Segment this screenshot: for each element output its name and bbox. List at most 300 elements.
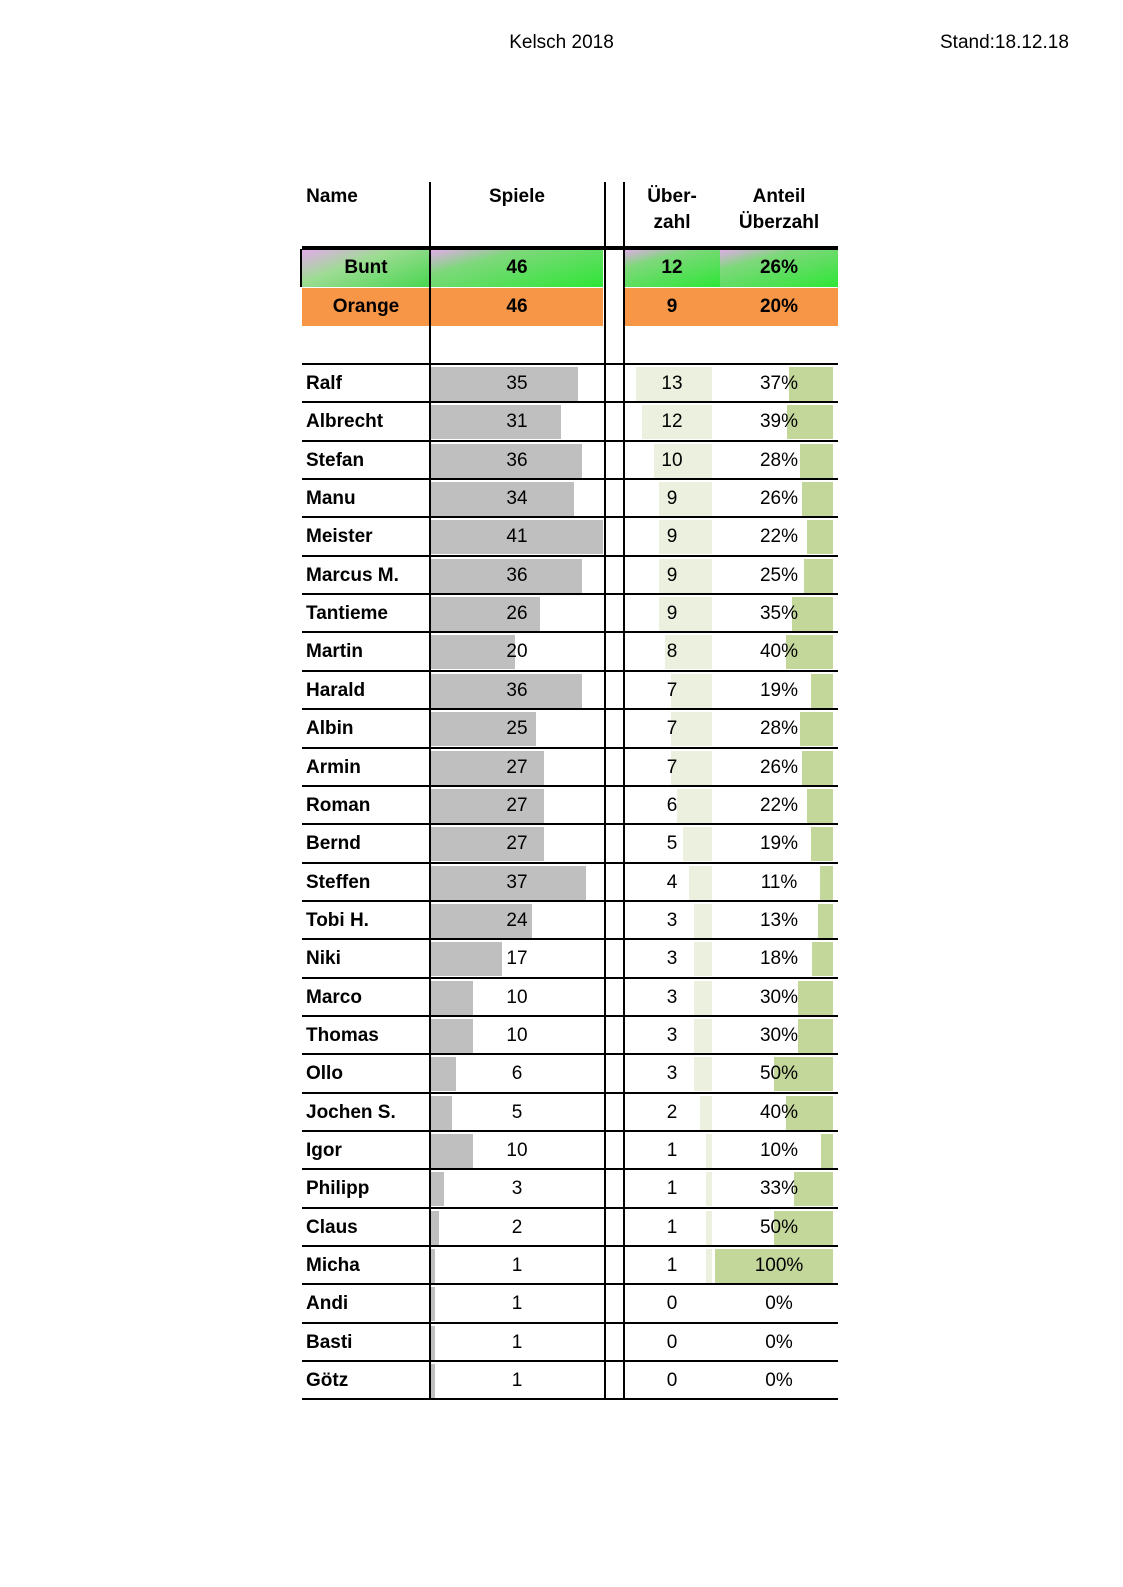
player-name-label: Basti <box>306 1331 353 1353</box>
player-spiele-value: 1 <box>511 1255 523 1277</box>
player-anteil <box>720 710 838 748</box>
team-row-bunt <box>302 249 838 287</box>
player-spiele-value: 36 <box>506 449 528 471</box>
player-anteil <box>720 1055 838 1093</box>
player-ueberzahl <box>624 749 720 787</box>
player-anteil-value: 0% <box>765 1331 793 1353</box>
player-name-label: Stefan <box>306 449 365 471</box>
player-spiele <box>431 365 603 403</box>
player-anteil <box>720 557 838 595</box>
player-name <box>302 902 434 940</box>
player-spiele <box>431 518 603 556</box>
team-ueberzahl <box>624 249 720 287</box>
player-spiele-value: 10 <box>506 986 528 1008</box>
table-row <box>302 1285 838 1323</box>
row-divider <box>302 1207 838 1209</box>
table-row <box>302 672 838 710</box>
column-header-ueberzahl-line2: zahl <box>653 212 691 233</box>
player-anteil <box>720 1132 838 1170</box>
row-divider <box>302 708 838 710</box>
player-spiele-value: 41 <box>506 526 528 548</box>
player-ueberzahl-value: 1 <box>666 1255 678 1277</box>
player-ueberzahl <box>624 825 720 863</box>
table-row <box>302 1055 838 1093</box>
player-anteil-value: 0% <box>765 1370 793 1392</box>
player-name <box>302 940 434 978</box>
row-divider <box>302 440 838 442</box>
player-name <box>302 979 434 1017</box>
player-ueberzahl <box>624 710 720 748</box>
player-spiele <box>431 403 603 441</box>
player-ueberzahl <box>624 787 720 825</box>
player-spiele <box>431 710 603 748</box>
player-spiele <box>431 1209 603 1247</box>
player-ueberzahl <box>624 979 720 1017</box>
row-divider <box>302 516 838 518</box>
player-name-label: Bernd <box>306 833 361 855</box>
player-ueberzahl-value: 8 <box>666 641 678 663</box>
player-spiele-value: 36 <box>506 564 528 586</box>
player-anteil <box>720 1362 838 1400</box>
column-header-anteil-line2: Überzahl <box>738 212 820 233</box>
row-divider <box>302 900 838 902</box>
player-ueberzahl <box>624 557 720 595</box>
player-spiele <box>431 1285 603 1323</box>
player-anteil <box>720 979 838 1017</box>
page-title: Kelsch 2018 <box>509 32 614 53</box>
player-spiele-value: 27 <box>506 794 528 816</box>
player-ueberzahl <box>624 1285 720 1323</box>
player-spiele <box>431 1247 603 1285</box>
row-divider <box>302 1283 838 1285</box>
player-anteil-value: 50% <box>759 1216 799 1238</box>
player-spiele-value: 35 <box>506 373 528 394</box>
row-divider <box>302 977 838 979</box>
table-row <box>302 1094 838 1132</box>
player-anteil <box>720 1170 838 1208</box>
team-ueberzahl <box>624 288 720 326</box>
team-name <box>302 288 430 326</box>
table-row <box>302 595 838 633</box>
player-spiele-value: 10 <box>506 1024 528 1046</box>
row-divider <box>302 246 838 250</box>
table-row <box>302 979 838 1017</box>
player-name-label: Martin <box>306 641 363 663</box>
table-row <box>302 1132 838 1170</box>
player-anteil <box>720 442 838 480</box>
player-ueberzahl <box>624 1094 720 1132</box>
player-spiele <box>431 825 603 863</box>
table-row <box>302 518 838 556</box>
player-name-label: Roman <box>306 794 371 816</box>
player-ueberzahl <box>624 1247 720 1285</box>
row-divider <box>302 862 838 864</box>
player-anteil <box>720 902 838 940</box>
player-ueberzahl-value: 3 <box>666 909 678 931</box>
row-divider <box>302 555 838 557</box>
table-row <box>302 557 838 595</box>
player-ueberzahl-value: 4 <box>666 871 678 893</box>
player-name <box>302 595 434 633</box>
row-divider <box>302 1398 838 1400</box>
player-name-label: Harald <box>306 679 366 701</box>
row-divider <box>302 1168 838 1170</box>
player-spiele-value: 34 <box>506 488 528 510</box>
player-anteil <box>720 1285 838 1323</box>
row-divider <box>302 478 838 480</box>
table-row <box>302 1247 838 1285</box>
team-row-orange <box>302 288 838 326</box>
player-anteil-value: 26% <box>759 756 799 778</box>
team-anteil-value: 26% <box>759 257 799 278</box>
player-spiele-value: 2 <box>511 1216 523 1238</box>
player-spiele <box>431 902 603 940</box>
player-ueberzahl <box>624 1324 720 1362</box>
table-row <box>302 940 838 978</box>
row-divider <box>302 1322 838 1324</box>
player-spiele-value: 17 <box>506 948 528 970</box>
team-spiele-value: 46 <box>506 257 528 278</box>
player-ueberzahl-value: 3 <box>666 986 678 1008</box>
player-name <box>302 672 434 710</box>
player-name-label: Marcus M. <box>306 564 399 586</box>
player-spiele-value: 6 <box>511 1063 523 1085</box>
row-divider <box>302 823 838 825</box>
player-name-label: Igor <box>306 1140 342 1161</box>
player-spiele <box>431 595 603 633</box>
player-name <box>302 557 434 595</box>
player-ueberzahl-value: 1 <box>666 1140 678 1161</box>
player-anteil <box>720 825 838 863</box>
player-spiele-value: 5 <box>511 1101 523 1123</box>
player-anteil-value: 35% <box>759 603 799 625</box>
player-name-label: Albrecht <box>306 411 384 433</box>
column-header-anteil-line1: Anteil <box>752 186 806 207</box>
row-divider <box>302 670 838 672</box>
row-divider <box>302 938 838 940</box>
player-spiele <box>431 1132 603 1170</box>
player-spiele-value: 20 <box>506 641 528 663</box>
player-anteil <box>720 403 838 441</box>
player-anteil <box>720 787 838 825</box>
player-spiele-value: 3 <box>511 1178 523 1200</box>
team-spiele <box>431 249 603 287</box>
player-name-label: Tantieme <box>306 603 389 625</box>
player-anteil <box>720 1209 838 1247</box>
player-ueberzahl-value: 0 <box>666 1370 678 1392</box>
player-name-label: Ollo <box>306 1063 343 1085</box>
team-name-label: Bunt <box>344 257 388 278</box>
player-name <box>302 1055 434 1093</box>
player-name <box>302 1362 434 1400</box>
player-spiele-value: 31 <box>506 411 528 433</box>
player-spiele-value: 1 <box>511 1370 523 1392</box>
player-name <box>302 710 434 748</box>
player-ueberzahl <box>624 595 720 633</box>
player-name-label: Claus <box>306 1216 358 1238</box>
player-spiele <box>431 672 603 710</box>
player-anteil-value: 30% <box>759 986 799 1008</box>
player-name-label: Micha <box>306 1255 360 1277</box>
player-name-label: Steffen <box>306 871 371 893</box>
player-ueberzahl-value: 9 <box>666 603 678 625</box>
player-name-label: Andi <box>306 1293 349 1315</box>
player-name <box>302 1209 434 1247</box>
player-anteil <box>720 365 838 403</box>
player-ueberzahl-value: 6 <box>666 794 678 816</box>
team-ueberzahl-value: 9 <box>666 296 678 317</box>
player-anteil-value: 26% <box>759 488 799 510</box>
player-anteil <box>720 1094 838 1132</box>
player-ueberzahl <box>624 864 720 902</box>
player-spiele <box>431 480 603 518</box>
player-ueberzahl-value: 3 <box>666 1063 678 1085</box>
player-anteil-value: 50% <box>759 1063 799 1085</box>
player-spiele <box>431 864 603 902</box>
player-ueberzahl <box>624 633 720 671</box>
row-divider <box>302 1360 838 1362</box>
table-row <box>302 633 838 671</box>
player-anteil-value: 30% <box>759 1024 799 1046</box>
player-anteil-value: 13% <box>759 909 799 931</box>
table-row <box>302 864 838 902</box>
player-name-label: Albin <box>306 718 354 740</box>
player-anteil <box>720 1017 838 1055</box>
table-row <box>302 1017 838 1055</box>
player-ueberzahl <box>624 442 720 480</box>
player-anteil-value: 100% <box>754 1255 804 1277</box>
column-header-name: Name <box>306 186 358 207</box>
player-anteil-value: 28% <box>759 718 799 740</box>
player-ueberzahl <box>624 480 720 518</box>
player-ueberzahl-value: 12 <box>661 411 683 433</box>
team-anteil <box>720 249 838 287</box>
row-divider <box>302 1015 838 1017</box>
player-spiele <box>431 1362 603 1400</box>
player-anteil-value: 19% <box>759 833 799 855</box>
player-spiele-value: 36 <box>506 679 528 701</box>
table-row <box>302 1362 838 1400</box>
table-row <box>302 1209 838 1247</box>
player-anteil-value: 11% <box>760 871 798 893</box>
player-spiele <box>431 442 603 480</box>
player-ueberzahl-value: 0 <box>666 1331 678 1353</box>
player-anteil <box>720 518 838 556</box>
player-anteil <box>720 480 838 518</box>
player-ueberzahl <box>624 365 720 403</box>
player-name <box>302 1132 434 1170</box>
player-ueberzahl-value: 7 <box>666 679 678 701</box>
player-ueberzahl-value: 5 <box>666 833 678 855</box>
table-row <box>302 749 838 787</box>
table-row <box>302 365 838 403</box>
player-anteil-value: 19% <box>759 679 799 701</box>
team-ueberzahl-value: 12 <box>661 257 683 278</box>
player-ueberzahl <box>624 902 720 940</box>
player-name-label: Philipp <box>306 1178 370 1200</box>
player-anteil <box>720 672 838 710</box>
player-anteil-value: 18% <box>759 948 799 970</box>
table-row <box>302 1170 838 1208</box>
player-ueberzahl-value: 10 <box>661 449 683 471</box>
player-spiele-value: 27 <box>506 833 528 855</box>
player-ueberzahl-value: 2 <box>666 1101 678 1123</box>
player-ueberzahl-value: 0 <box>666 1293 678 1315</box>
player-name <box>302 1285 434 1323</box>
row-divider <box>302 631 838 633</box>
column-header-ueberzahl-line1: Über- <box>647 186 697 207</box>
player-spiele-value: 27 <box>506 756 528 778</box>
player-anteil <box>720 940 838 978</box>
player-spiele <box>431 1094 603 1132</box>
player-name-label: Manu <box>306 488 356 510</box>
player-ueberzahl <box>624 1017 720 1055</box>
player-spiele <box>431 749 603 787</box>
player-spiele-value: 1 <box>511 1293 523 1315</box>
player-name <box>302 442 434 480</box>
player-ueberzahl-value: 1 <box>666 1216 678 1238</box>
player-name-label: Niki <box>306 948 341 970</box>
player-name <box>302 1017 434 1055</box>
player-ueberzahl-value: 3 <box>666 1024 678 1046</box>
player-ueberzahl <box>624 518 720 556</box>
player-name <box>302 825 434 863</box>
row-divider <box>302 1245 838 1247</box>
player-ueberzahl-value: 9 <box>666 564 678 586</box>
table-row <box>302 710 838 748</box>
table-row <box>302 825 838 863</box>
row-divider <box>302 593 838 595</box>
column-header-anteil <box>720 184 838 236</box>
player-name <box>302 1247 434 1285</box>
row-divider <box>302 363 838 365</box>
table-row <box>302 787 838 825</box>
player-anteil-value: 10% <box>759 1140 799 1161</box>
player-anteil <box>720 749 838 787</box>
player-spiele <box>431 1170 603 1208</box>
player-ueberzahl <box>624 403 720 441</box>
player-spiele-value: 1 <box>511 1331 523 1353</box>
player-spiele <box>431 1055 603 1093</box>
player-ueberzahl-value: 9 <box>666 526 678 548</box>
player-anteil-value: 28% <box>759 449 799 471</box>
player-ueberzahl-value: 7 <box>666 756 678 778</box>
player-spiele-value: 25 <box>506 718 528 740</box>
player-anteil-value: 0% <box>765 1293 793 1315</box>
player-name-label: Marco <box>306 986 362 1008</box>
player-ueberzahl-value: 7 <box>666 718 678 740</box>
row-divider <box>302 1053 838 1055</box>
table-row <box>302 902 838 940</box>
player-name <box>302 864 434 902</box>
table-row <box>302 1324 838 1362</box>
player-name-label: Götz <box>306 1370 349 1392</box>
player-anteil <box>720 1247 838 1285</box>
player-ueberzahl <box>624 1209 720 1247</box>
player-ueberzahl-value: 13 <box>661 373 683 394</box>
table-row <box>302 403 838 441</box>
player-name-label: Armin <box>306 756 361 778</box>
player-name <box>302 787 434 825</box>
player-name <box>302 1324 434 1362</box>
player-ueberzahl <box>624 940 720 978</box>
player-anteil <box>720 633 838 671</box>
player-name-label: Thomas <box>306 1024 379 1046</box>
row-divider <box>302 1092 838 1094</box>
player-anteil-value: 33% <box>759 1178 799 1200</box>
player-spiele <box>431 633 603 671</box>
row-divider <box>302 747 838 749</box>
player-name <box>302 403 434 441</box>
team-spiele-value: 46 <box>506 296 528 317</box>
player-name <box>302 518 434 556</box>
player-name <box>302 480 434 518</box>
player-name <box>302 1170 434 1208</box>
player-ueberzahl <box>624 1170 720 1208</box>
player-ueberzahl <box>624 672 720 710</box>
player-spiele <box>431 1017 603 1055</box>
player-name <box>302 1094 434 1132</box>
player-spiele-value: 37 <box>506 871 528 893</box>
team-spiele <box>431 288 603 326</box>
player-ueberzahl <box>624 1132 720 1170</box>
column-divider <box>300 249 302 287</box>
player-spiele-value: 24 <box>506 909 528 931</box>
player-ueberzahl-value: 3 <box>666 948 678 970</box>
row-divider <box>302 1130 838 1132</box>
player-name <box>302 749 434 787</box>
team-anteil <box>720 288 838 326</box>
player-name <box>302 365 434 403</box>
player-anteil-value: 40% <box>759 1101 799 1123</box>
status-date: Stand:18.12.18 <box>940 32 1069 53</box>
player-anteil-value: 22% <box>759 526 799 548</box>
player-ueberzahl-value: 9 <box>666 488 678 510</box>
player-anteil-value: 25% <box>759 564 799 586</box>
player-spiele <box>431 940 603 978</box>
player-name-label: Ralf <box>306 373 342 394</box>
row-divider <box>302 785 838 787</box>
team-name-label: Orange <box>332 296 400 317</box>
player-ueberzahl <box>624 1362 720 1400</box>
player-name <box>302 633 434 671</box>
column-header-spiele: Spiele <box>489 186 545 207</box>
player-spiele <box>431 557 603 595</box>
player-anteil <box>720 864 838 902</box>
player-ueberzahl-value: 1 <box>666 1178 678 1200</box>
player-anteil-value: 22% <box>759 794 799 816</box>
player-ueberzahl <box>624 1055 720 1093</box>
team-anteil-value: 20% <box>759 296 799 317</box>
player-spiele <box>431 979 603 1017</box>
player-anteil <box>720 1324 838 1362</box>
player-name-label: Meister <box>306 526 373 548</box>
player-name-label: Tobi H. <box>306 909 369 931</box>
column-header-ueberzahl <box>624 184 720 236</box>
row-divider <box>302 401 838 403</box>
player-name-label: Jochen S. <box>306 1101 396 1123</box>
player-spiele <box>431 787 603 825</box>
player-anteil-value: 39% <box>759 411 799 433</box>
table-row <box>302 442 838 480</box>
player-spiele <box>431 1324 603 1362</box>
player-anteil-value: 37% <box>759 373 799 394</box>
player-spiele-value: 10 <box>506 1140 528 1161</box>
team-name <box>302 249 430 287</box>
player-anteil <box>720 595 838 633</box>
player-anteil-value: 40% <box>759 641 799 663</box>
table-row <box>302 480 838 518</box>
